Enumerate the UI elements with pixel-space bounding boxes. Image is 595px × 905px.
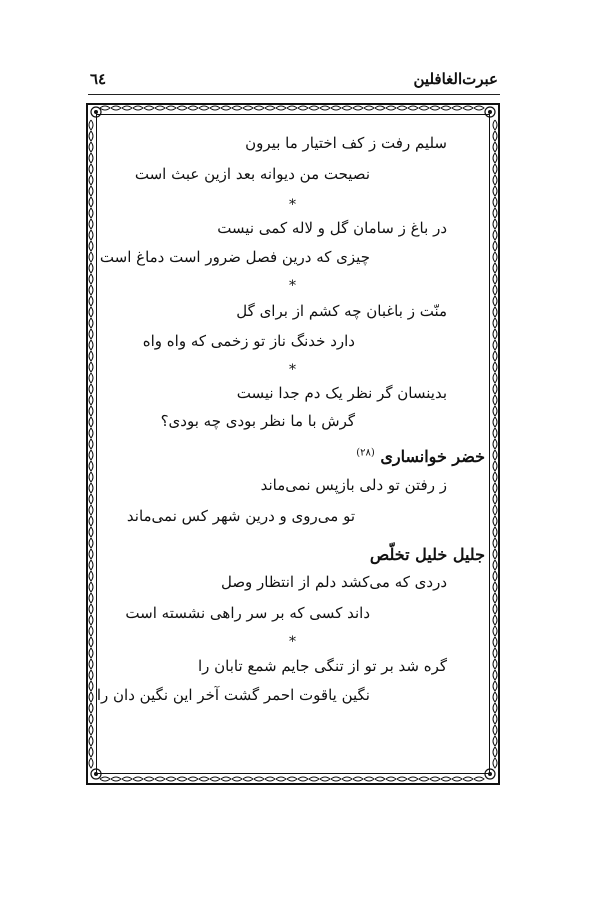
separator-star: * [289, 634, 296, 650]
verse-line: در باغ ز سامان گل و لاله کمی نیست [217, 219, 447, 237]
poet-heading [370, 545, 485, 564]
footnote-marker: (٢٨) [356, 447, 375, 459]
verse-line: دردی که می‌کشد دلم از انتظار وصل [220, 573, 447, 591]
verse-line: ز رفتن تو دلی بازپس نمی‌ماند [260, 476, 447, 494]
separator-star: * [289, 362, 296, 378]
verse-line: گرش با ما نظر بودی چه بودی؟ [160, 412, 355, 430]
verse-line: سلیم رفت ز کف اختیار ما بیرون [245, 134, 447, 152]
verse-line: چیزی که درین فصل ضرور است دماغ است [99, 248, 370, 266]
poet-heading [356, 447, 485, 466]
verse-line: منّت ز باغبان چه کشم از برای گل [236, 302, 447, 320]
book-title: عبرت‌الغافلین [413, 70, 498, 88]
verse-line: نصیحت من دیوانه بعد ازین عبث است [134, 165, 370, 183]
page-number: ٦٤ [90, 70, 107, 88]
verse-line: گره شد بر تو از تنگی جایم شمع تابان را [197, 657, 447, 675]
separator-star: * [289, 197, 296, 213]
poet-name: جلیل خلیل تخلّص [369, 545, 485, 564]
separator-star: * [289, 278, 296, 294]
verse-line: نگین یاقوت احمر گشت آخر این نگین دان را [96, 686, 370, 704]
verse-line: بدینسان گر نظر یک دم جدا نیست [236, 384, 447, 402]
verse-line: دارد خدنگ ناز تو زخمی که واه واه [142, 332, 355, 350]
poet-name: خضر خوانساری [380, 447, 485, 466]
verse-line: داند کسی که بر سر راهی نشسته است [125, 604, 370, 622]
verse-line: تو می‌روی و درین شهر کس نمی‌ماند [126, 507, 355, 525]
